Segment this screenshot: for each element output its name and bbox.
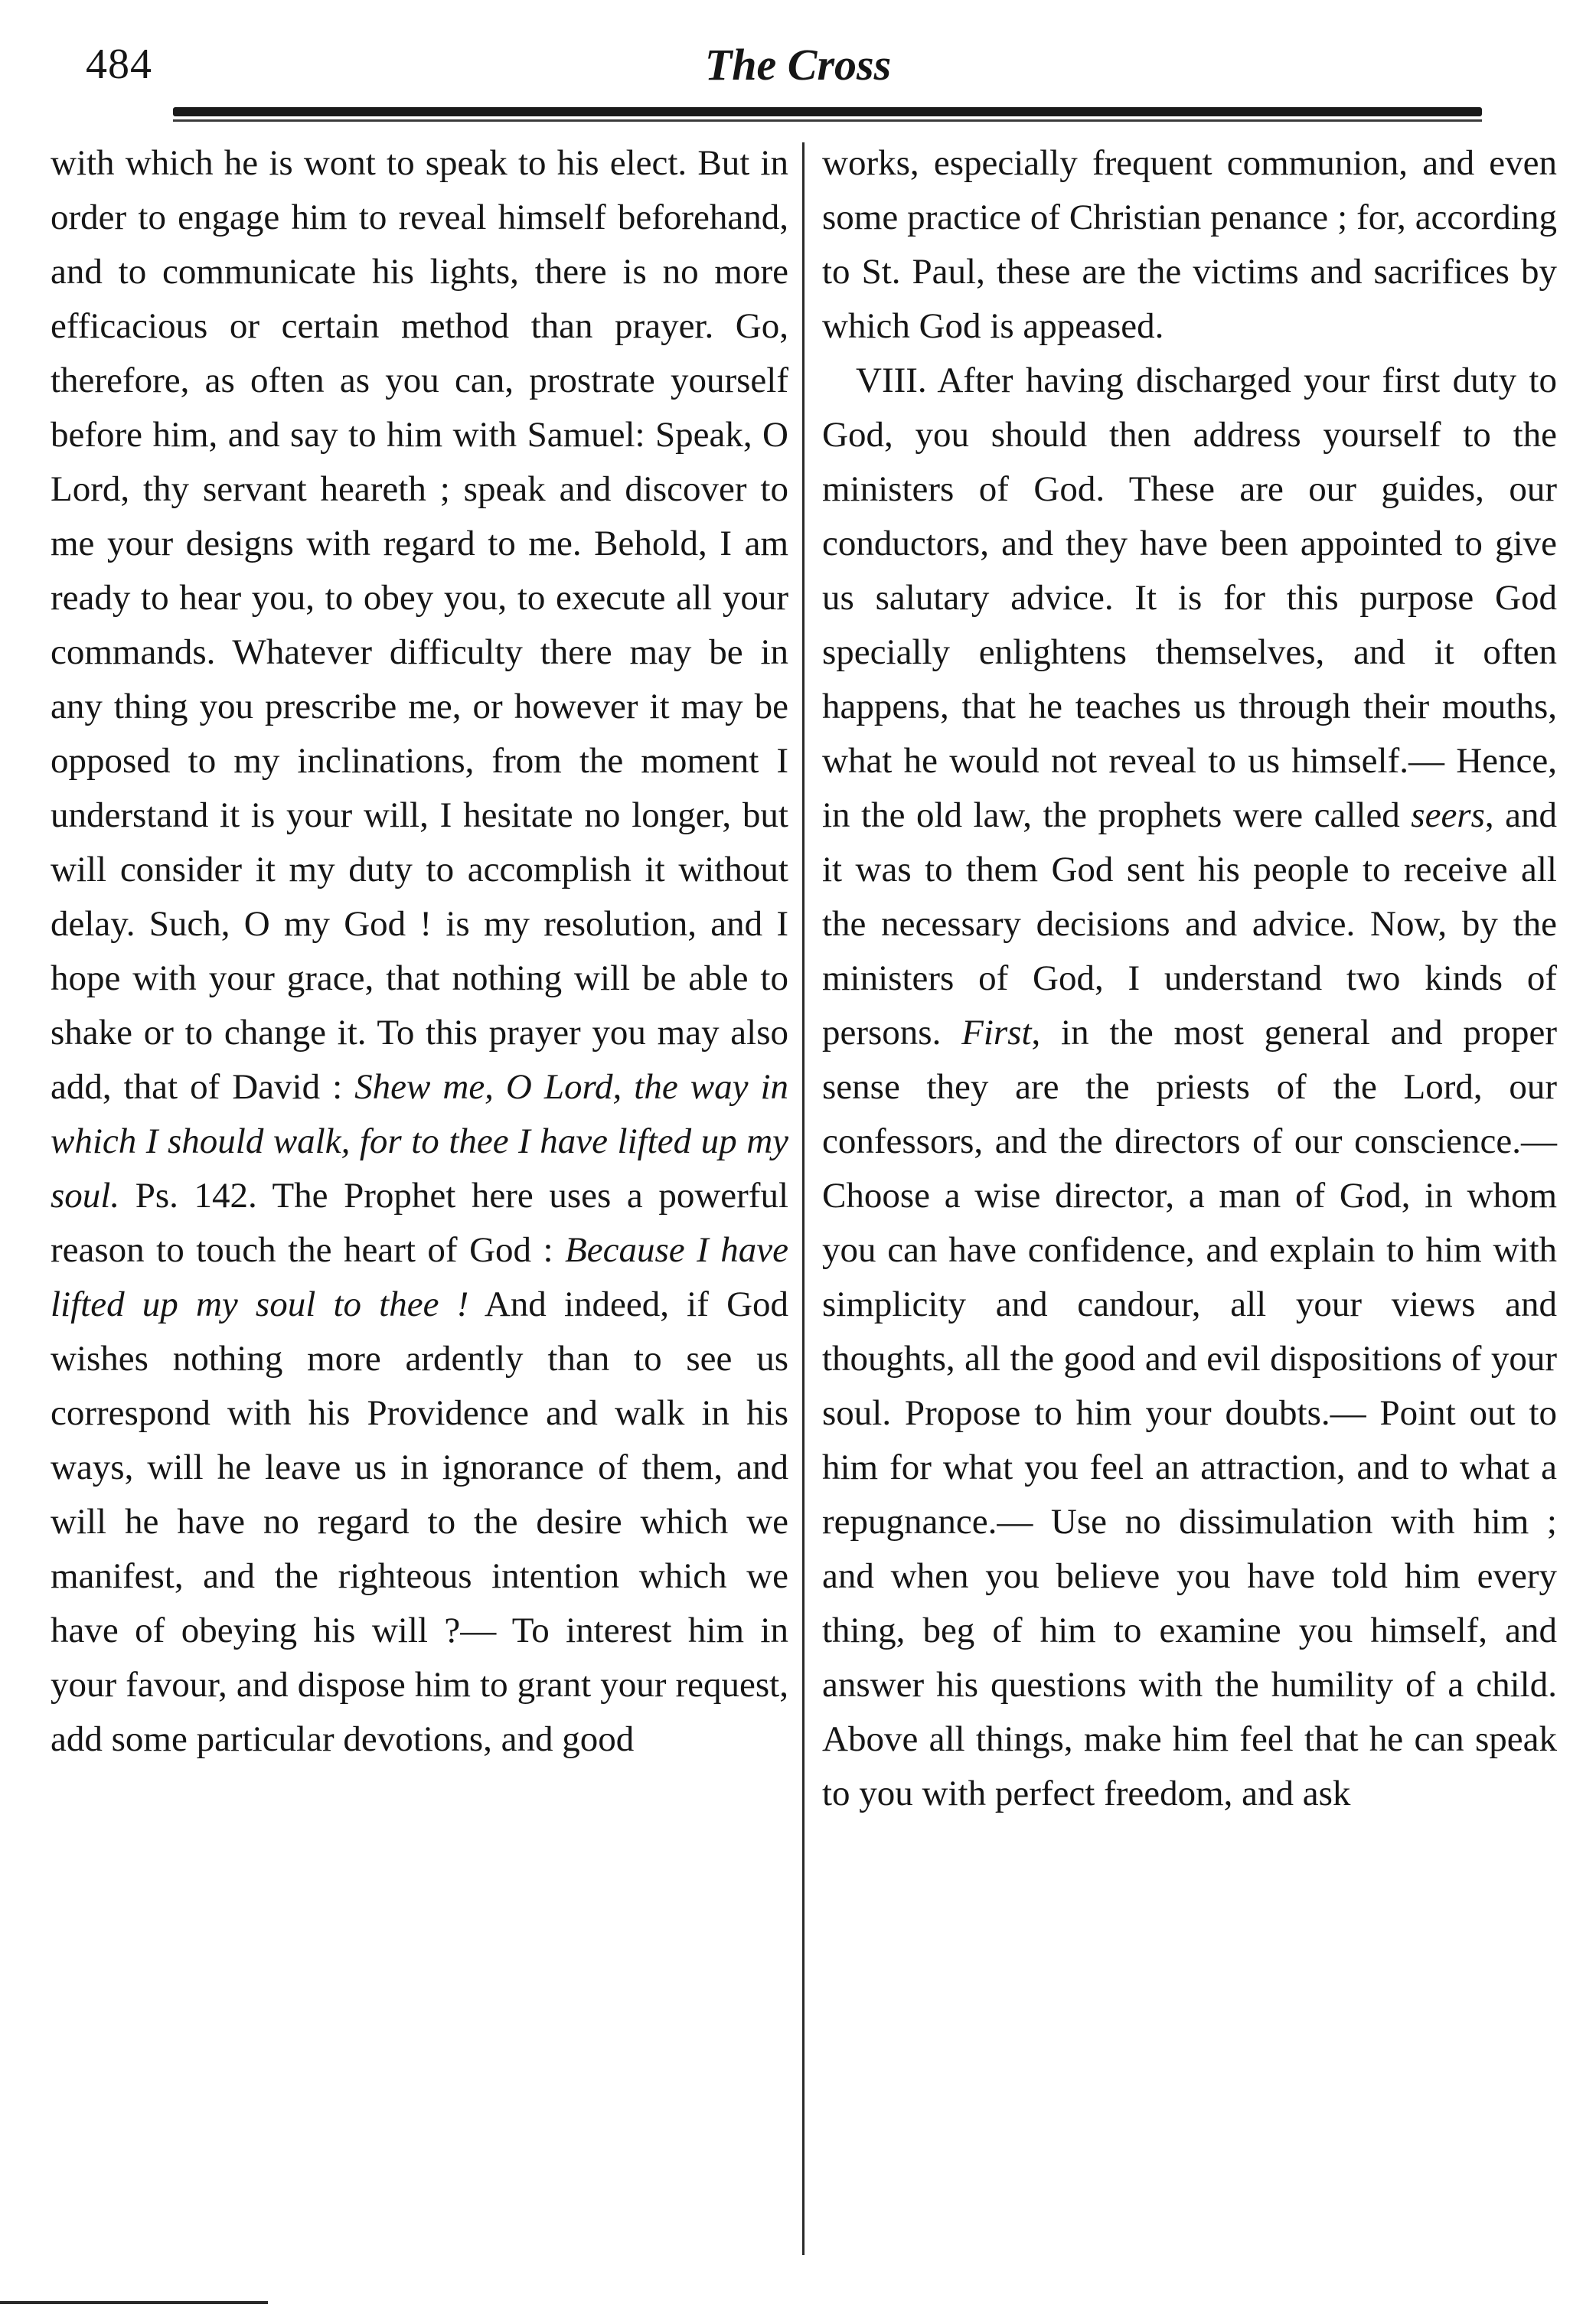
column-divider [802, 142, 805, 2255]
text-run: , in the most general and proper sense they are the priests of the Lord, our confessors, and the directors of our conscience.— Choose a wise director, a man of God, in whom you can have confidence, and explain to him with simplicity and candour, all your views and thoughts, all the good and evil dispositions of your soul. Propose to him your doubts.— Point out to him for what you feel an attraction, and to what a repugnance.— Use no dissimulation with him ; and when you believe you have told him every thing, beg of him to examine you himself, and answer his questions with the humility of a child. Above all things, make him feel that he can speak to you with perfect freedom, and ask [822, 1013, 1558, 1813]
header-rule-thin [173, 119, 1482, 122]
italic-text: seers [1411, 795, 1485, 835]
footer-rule [0, 2301, 268, 2304]
text-run: with which he is wont to speak to his elect. But in order to engage him to reveal himself beforehand, and to communicate his lights, there is no more efficacious or certain method than prayer. Go, therefore, as often as you can, prostrate yourself before him, and say to him with Samuel: Speak, O Lord, thy servant heareth ; speak and discover to me your designs with regard to me. Behold, I am ready to hear you, to obey you, to execute all your commands. Whatever difficulty there may be in any thing you prescribe me, or however it may be opposed to my inclinations, from the moment I understand it is your will, I hesitate no longer, but will consider it my duty to accomplish it without delay. Such, O my God ! is my resolution, and I hope with your grace, that nothing will be able to shake or to change it. To this prayer you may also add, that of David : [51, 143, 788, 1107]
page-header [0, 0, 1596, 115]
running-title: The Cross [704, 40, 892, 90]
paragraph [822, 354, 1557, 1821]
paragraph [822, 136, 1557, 354]
text-run: , and it was to them God sent his people to receive all the necessary decisions and advice. Now, by the ministers of God, I understand two kinds of persons. [822, 795, 1557, 1053]
text-run: VIII. After having discharged your first duty to God, you should then address yourself to the ministers of God. These are our guides, our conductors, and they have been appointed to give us salutary advice. It is for this purpose God specially enlightens themselves, and it often happens, that he teaches us through their mouths, what he would not reveal to us himself.— Hence, in the old law, the prophets were called [822, 361, 1557, 835]
italic-text: First [961, 1013, 1032, 1053]
text-run: Ps. 142. The Prophet here uses a powerful reason to touch the heart of God : [51, 1176, 788, 1270]
italic-text: Shew me, O Lord, the way in which I should walk, for to thee I have lifted up my soul. [51, 1067, 788, 1216]
left-column [51, 136, 788, 1767]
header-rule [173, 107, 1482, 116]
right-column [822, 136, 1557, 1821]
page-number: 484 [86, 41, 152, 88]
paragraph [51, 136, 788, 1767]
italic-text: Because I have lifted up my soul to thee ! [51, 1230, 788, 1324]
text-run: And indeed, if God wishes nothing more ardently than to see us correspond with his Providence and walk in his ways, will he leave us in ignorance of them, and will he have no regard to the desire which we manifest, and the righteous intention which we have of obeying his will ?— To interest him in your favour, and dispose him to grant your request, add some particular devotions, and good [51, 1284, 789, 1759]
text-run: works, especially frequent communion, and even some practice of Christian penance ; for, according to St. Paul, these are the victims and sacrifices by which God is appeased. [822, 143, 1557, 346]
